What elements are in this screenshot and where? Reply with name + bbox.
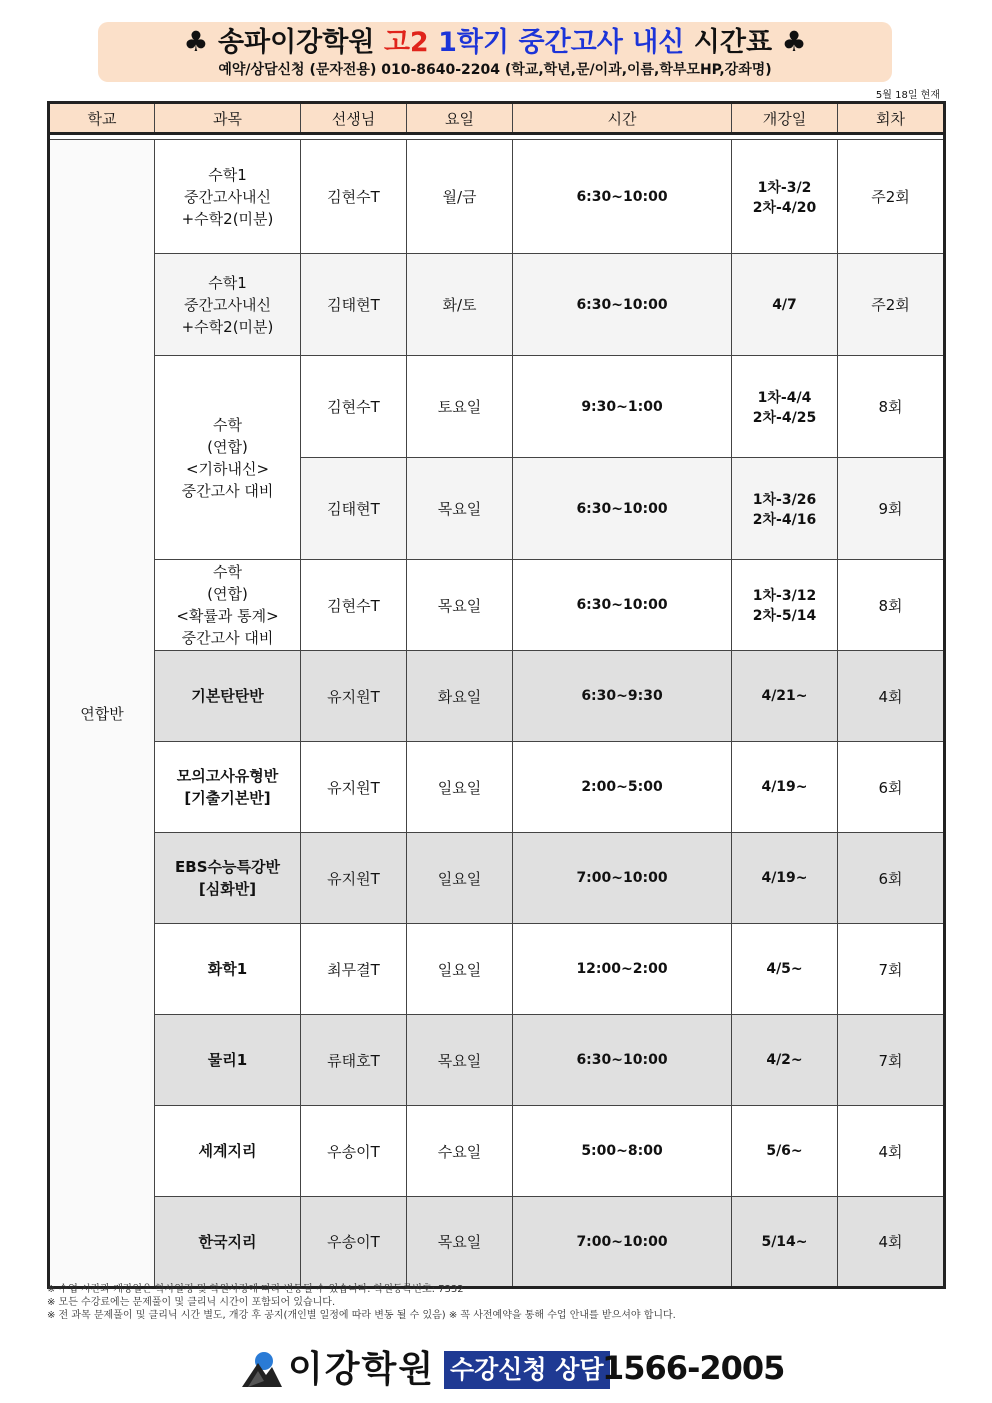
teacher-cell: 우송이T bbox=[301, 1197, 407, 1288]
time-cell: 6:30~10:00 bbox=[513, 140, 732, 254]
header-open-date: 개강일 bbox=[732, 103, 838, 134]
table-row bbox=[49, 254, 945, 356]
day-cell: 월/금 bbox=[407, 140, 513, 254]
day-cell: 목요일 bbox=[407, 1197, 513, 1288]
subject-cell: 물리1 bbox=[155, 1015, 301, 1106]
teacher-cell: 우송이T bbox=[301, 1106, 407, 1197]
title-term: 1학기 bbox=[438, 27, 510, 58]
time-cell: 2:00~5:00 bbox=[513, 742, 732, 833]
sessions-cell: 7회 bbox=[838, 924, 945, 1015]
open-date-cell: 5/6~ bbox=[732, 1106, 838, 1197]
title-banner bbox=[98, 22, 892, 82]
time-cell: 6:30~10:00 bbox=[513, 458, 732, 560]
open-date-cell: 4/19~ bbox=[732, 833, 838, 924]
logo-text: 이강학원 bbox=[288, 1349, 436, 1390]
sessions-cell: 4회 bbox=[838, 1197, 945, 1288]
table-row bbox=[49, 1197, 945, 1288]
header-day: 요일 bbox=[407, 103, 513, 134]
school-cell: 연합반 bbox=[49, 140, 155, 1288]
title-exam: 중간고사 내신 bbox=[518, 27, 685, 58]
subject-cell: 수학1 중간고사내신 +수학2(미분) bbox=[155, 254, 301, 356]
academy-logo-icon bbox=[240, 1347, 284, 1391]
header-sessions: 회차 bbox=[838, 103, 945, 134]
sessions-cell: 4회 bbox=[838, 1106, 945, 1197]
day-cell: 목요일 bbox=[407, 458, 513, 560]
phone-number: 1566-2005 bbox=[602, 1349, 785, 1387]
time-cell: 6:30~9:30 bbox=[513, 651, 732, 742]
header-row bbox=[49, 103, 945, 134]
teacher-cell: 김현수T bbox=[301, 560, 407, 651]
table-row bbox=[49, 742, 945, 833]
teacher-cell: 최무결T bbox=[301, 924, 407, 1015]
open-date-cell: 5/14~ bbox=[732, 1197, 838, 1288]
table-row bbox=[49, 924, 945, 1015]
open-date-cell: 4/5~ bbox=[732, 924, 838, 1015]
sessions-cell: 4회 bbox=[838, 651, 945, 742]
time-cell: 7:00~10:00 bbox=[513, 1197, 732, 1288]
time-cell: 12:00~2:00 bbox=[513, 924, 732, 1015]
day-cell: 목요일 bbox=[407, 1015, 513, 1106]
teacher-cell: 김현수T bbox=[301, 140, 407, 254]
header-time: 시간 bbox=[513, 103, 732, 134]
teacher-cell: 김태현T bbox=[301, 254, 407, 356]
as-of-date: 5월 18일 현재 bbox=[875, 90, 940, 101]
open-date-cell: 4/21~ bbox=[732, 651, 838, 742]
note-line: ※ 모든 수강료에는 문제풀이 및 클리닉 시간이 포함되어 있습니다. bbox=[47, 1297, 336, 1308]
header-school: 학교 bbox=[49, 103, 155, 134]
time-cell: 6:30~10:00 bbox=[513, 560, 732, 651]
subject-cell: 수학 (연합) <확률과 통계> 중간고사 대비 bbox=[155, 560, 301, 651]
table-row bbox=[49, 651, 945, 742]
table-row bbox=[49, 356, 945, 458]
teacher-cell: 유지원T bbox=[301, 833, 407, 924]
note-line: ※ 전 과목 문제풀이 및 클리닉 시간 별도, 개강 후 공지(개인별 일정에 따라 변동 될 수 있음) ※ 꼭 사전예약을 통해 수업 안내를 받으셔야 합니다. bbox=[47, 1310, 676, 1321]
sessions-cell: 8회 bbox=[838, 356, 945, 458]
sessions-cell: 주2회 bbox=[838, 254, 945, 356]
table-row bbox=[49, 1106, 945, 1197]
club-icon: ♣ bbox=[781, 25, 807, 58]
enroll-consult-badge: 수강신청 상담 bbox=[444, 1351, 610, 1389]
day-cell: 목요일 bbox=[407, 560, 513, 651]
sessions-cell: 6회 bbox=[838, 833, 945, 924]
open-date-cell: 4/2~ bbox=[732, 1015, 838, 1106]
table-row bbox=[49, 140, 945, 254]
notes bbox=[47, 1283, 947, 1322]
day-cell: 일요일 bbox=[407, 924, 513, 1015]
teacher-cell: 유지원T bbox=[301, 742, 407, 833]
sessions-cell: 9회 bbox=[838, 458, 945, 560]
teacher-cell: 유지원T bbox=[301, 651, 407, 742]
table-row bbox=[49, 833, 945, 924]
day-cell: 토요일 bbox=[407, 356, 513, 458]
note-line: ※ 수업 시간과 개강일은 학사일정 및 학원사정에 따라 변동될 수 있습니다. 학원등록번호: 7332 bbox=[47, 1284, 464, 1295]
time-cell: 7:00~10:00 bbox=[513, 833, 732, 924]
time-cell: 6:30~10:00 bbox=[513, 1015, 732, 1106]
subject-cell: 한국지리 bbox=[155, 1197, 301, 1288]
sessions-cell: 주2회 bbox=[838, 140, 945, 254]
sessions-cell: 7회 bbox=[838, 1015, 945, 1106]
subject-cell: 기본탄탄반 bbox=[155, 651, 301, 742]
header-subject: 과목 bbox=[155, 103, 301, 134]
time-cell: 5:00~8:00 bbox=[513, 1106, 732, 1197]
open-date-cell: 4/19~ bbox=[732, 742, 838, 833]
time-cell: 6:30~10:00 bbox=[513, 254, 732, 356]
subject-cell: 세계지리 bbox=[155, 1106, 301, 1197]
open-date-cell: 1차-4/4 2차-4/25 bbox=[732, 356, 838, 458]
day-cell: 일요일 bbox=[407, 742, 513, 833]
header-teacher: 선생님 bbox=[301, 103, 407, 134]
subject-cell: 수학1 중간고사내신 +수학2(미분) bbox=[155, 140, 301, 254]
contact-subtitle: 예약/상담신청 (문자전용) 010-8640-2204 (학교,학년,문/이과,이름,학부모HP,강좌명) bbox=[218, 62, 772, 78]
time-cell: 9:30~1:00 bbox=[513, 356, 732, 458]
teacher-cell: 김태현T bbox=[301, 458, 407, 560]
open-date-cell: 1차-3/12 2차-5/14 bbox=[732, 560, 838, 651]
day-cell: 일요일 bbox=[407, 833, 513, 924]
timetable bbox=[47, 101, 946, 1289]
subject-cell: 화학1 bbox=[155, 924, 301, 1015]
teacher-cell: 류태호T bbox=[301, 1015, 407, 1106]
club-icon: ♣ bbox=[183, 25, 209, 58]
page-title bbox=[98, 22, 892, 61]
sessions-cell: 6회 bbox=[838, 742, 945, 833]
subject-cell: 모의고사유형반 [기출기본반] bbox=[155, 742, 301, 833]
day-cell: 수요일 bbox=[407, 1106, 513, 1197]
footer bbox=[240, 1345, 785, 1397]
open-date-cell: 4/7 bbox=[732, 254, 838, 356]
title-tail: 시간표 bbox=[693, 27, 773, 58]
subject-cell: EBS수능특강반 [심화반] bbox=[155, 833, 301, 924]
sessions-cell: 8회 bbox=[838, 560, 945, 651]
subject-cell: 수학 (연합) <기하내신> 중간고사 대비 bbox=[155, 356, 301, 560]
table-row bbox=[49, 1015, 945, 1106]
teacher-cell: 김현수T bbox=[301, 356, 407, 458]
title-academy: 송파이강학원 bbox=[217, 27, 375, 58]
title-grade: 고2 bbox=[383, 27, 429, 58]
open-date-cell: 1차-3/2 2차-4/20 bbox=[732, 140, 838, 254]
open-date-cell: 1차-3/26 2차-4/16 bbox=[732, 458, 838, 560]
day-cell: 화/토 bbox=[407, 254, 513, 356]
day-cell: 화요일 bbox=[407, 651, 513, 742]
table-row bbox=[49, 560, 945, 651]
